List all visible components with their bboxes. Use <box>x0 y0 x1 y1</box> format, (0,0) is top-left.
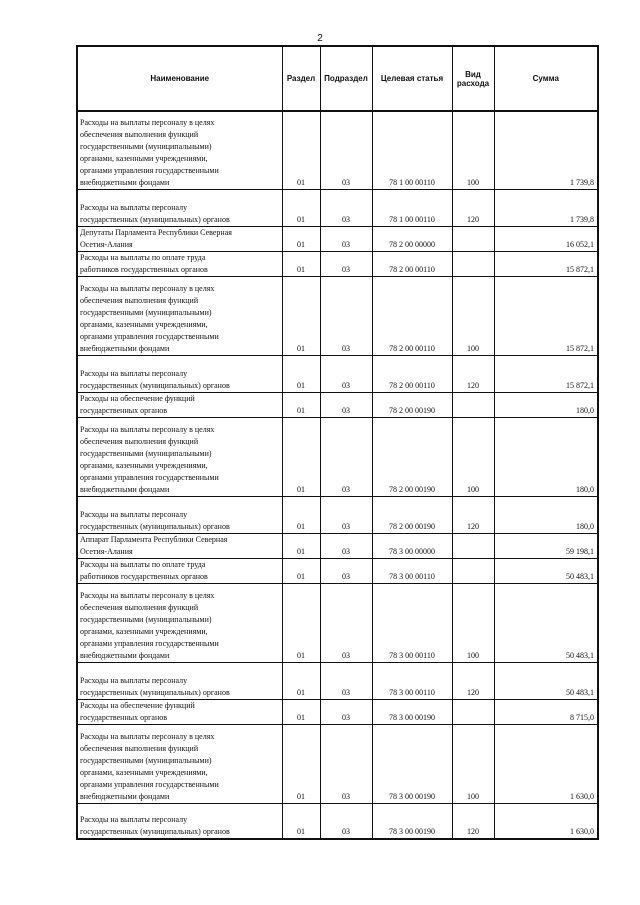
table-header-row <box>77 46 598 111</box>
row-vid-cell: 100 <box>452 724 494 803</box>
row-name-cell: Расходы на выплаты персоналу государственных (муниципальных) органов <box>77 355 282 392</box>
row-razdel-cell: 01 <box>282 276 320 355</box>
row-name-cell: Расходы на обеспечение функций государственных органов <box>77 392 282 417</box>
row-razdel-cell: 01 <box>282 662 320 699</box>
table-row <box>77 111 598 189</box>
row-podrazdel-cell: 03 <box>320 724 372 803</box>
row-podrazdel-cell: 03 <box>320 392 372 417</box>
row-razdel-cell: 01 <box>282 251 320 276</box>
row-celevaya-cell: 78 2 00 00190 <box>372 392 452 417</box>
row-razdel-cell: 01 <box>282 417 320 496</box>
table-row <box>77 803 598 839</box>
header-celevaya: Целевая статья <box>372 46 452 111</box>
header-vid: Вид расхода <box>452 46 494 111</box>
row-celevaya-cell: 78 2 00 00000 <box>372 226 452 251</box>
row-name-cell: Расходы на выплаты персоналу государственных (муниципальных) органов <box>77 189 282 226</box>
row-razdel-cell: 01 <box>282 111 320 189</box>
row-summa-cell: 180,0 <box>494 496 598 533</box>
row-celevaya-cell: 78 3 00 00110 <box>372 558 452 583</box>
page-number: 2 <box>317 33 323 44</box>
row-vid-cell <box>452 251 494 276</box>
row-razdel-cell: 01 <box>282 496 320 533</box>
row-summa-cell: 15 872,1 <box>494 355 598 392</box>
row-vid-cell: 120 <box>452 496 494 533</box>
row-vid-cell: 100 <box>452 276 494 355</box>
row-summa-cell: 8 715,0 <box>494 699 598 724</box>
table-row <box>77 417 598 496</box>
row-summa-cell: 59 198,1 <box>494 533 598 558</box>
row-vid-cell <box>452 699 494 724</box>
row-razdel-cell: 01 <box>282 699 320 724</box>
table-row <box>77 189 598 226</box>
row-podrazdel-cell: 03 <box>320 662 372 699</box>
row-podrazdel-cell: 03 <box>320 226 372 251</box>
row-name-cell: Расходы на обеспечение функций государственных органов <box>77 699 282 724</box>
row-vid-cell <box>452 226 494 251</box>
row-summa-cell: 15 872,1 <box>494 276 598 355</box>
row-podrazdel-cell: 03 <box>320 533 372 558</box>
table-row <box>77 699 598 724</box>
row-vid-cell: 100 <box>452 111 494 189</box>
row-podrazdel-cell: 03 <box>320 111 372 189</box>
row-name-cell: Расходы на выплаты персоналу государственных (муниципальных) органов <box>77 496 282 533</box>
row-podrazdel-cell: 03 <box>320 189 372 226</box>
row-razdel-cell: 01 <box>282 558 320 583</box>
row-name-cell: Депутаты Парламента Республики Северная Осетия-Алания <box>77 226 282 251</box>
row-vid-cell <box>452 533 494 558</box>
row-podrazdel-cell: 03 <box>320 803 372 839</box>
row-name-cell: Аппарат Парламента Республики Северная Осетия-Алания <box>77 533 282 558</box>
row-celevaya-cell: 78 3 00 00190 <box>372 699 452 724</box>
row-celevaya-cell: 78 3 00 00000 <box>372 533 452 558</box>
row-celevaya-cell: 78 3 00 00110 <box>372 662 452 699</box>
row-celevaya-cell: 78 1 00 00110 <box>372 111 452 189</box>
row-name-cell: Расходы на выплаты по оплате труда работников государственных органов <box>77 251 282 276</box>
row-name-cell: Расходы на выплаты персоналу в целях обеспечения выполнения функций государственными (муниципальными) органами, казенными учреждениями, органами управления государственными внебюджетными фондами <box>77 276 282 355</box>
row-celevaya-cell: 78 1 00 00110 <box>372 189 452 226</box>
row-summa-cell: 1 630,0 <box>494 724 598 803</box>
row-razdel-cell: 01 <box>282 226 320 251</box>
row-podrazdel-cell: 03 <box>320 251 372 276</box>
row-summa-cell: 16 052,1 <box>494 226 598 251</box>
header-summa: Сумма <box>494 46 598 111</box>
row-vid-cell <box>452 558 494 583</box>
row-razdel-cell: 01 <box>282 355 320 392</box>
row-podrazdel-cell: 03 <box>320 417 372 496</box>
row-name-cell: Расходы на выплаты персоналу государственных (муниципальных) органов <box>77 803 282 839</box>
table-row <box>77 251 598 276</box>
row-podrazdel-cell: 03 <box>320 276 372 355</box>
table-body <box>77 111 598 839</box>
row-summa-cell: 180,0 <box>494 417 598 496</box>
budget-table <box>76 45 599 840</box>
row-summa-cell: 1 630,0 <box>494 803 598 839</box>
row-podrazdel-cell: 03 <box>320 355 372 392</box>
row-summa-cell: 50 483,1 <box>494 583 598 662</box>
row-name-cell: Расходы на выплаты персоналу государственных (муниципальных) органов <box>77 662 282 699</box>
row-podrazdel-cell: 03 <box>320 699 372 724</box>
row-celevaya-cell: 78 3 00 00190 <box>372 724 452 803</box>
row-vid-cell: 100 <box>452 417 494 496</box>
row-podrazdel-cell: 03 <box>320 496 372 533</box>
table-row <box>77 583 598 662</box>
table-row <box>77 533 598 558</box>
row-summa-cell: 1 739,8 <box>494 111 598 189</box>
row-vid-cell <box>452 392 494 417</box>
row-razdel-cell: 01 <box>282 392 320 417</box>
table-row <box>77 662 598 699</box>
row-celevaya-cell: 78 3 00 00110 <box>372 583 452 662</box>
row-razdel-cell: 01 <box>282 803 320 839</box>
header-name: Наименование <box>77 46 282 111</box>
row-vid-cell: 120 <box>452 355 494 392</box>
table-row <box>77 276 598 355</box>
table-row <box>77 558 598 583</box>
table-row <box>77 226 598 251</box>
table-row <box>77 355 598 392</box>
row-razdel-cell: 01 <box>282 724 320 803</box>
row-summa-cell: 50 483,1 <box>494 662 598 699</box>
row-name-cell: Расходы на выплаты персоналу в целях обеспечения выполнения функций государственными (муниципальными) органами, казенными учреждениями, органами управления государственными внебюджетными фондами <box>77 417 282 496</box>
table-row <box>77 724 598 803</box>
row-celevaya-cell: 78 2 00 00190 <box>372 417 452 496</box>
row-summa-cell: 15 872,1 <box>494 251 598 276</box>
row-summa-cell: 50 483,1 <box>494 558 598 583</box>
row-vid-cell: 120 <box>452 662 494 699</box>
row-celevaya-cell: 78 2 00 00110 <box>372 251 452 276</box>
row-summa-cell: 180,0 <box>494 392 598 417</box>
row-podrazdel-cell: 03 <box>320 558 372 583</box>
header-podrazdel: Подраздел <box>320 46 372 111</box>
row-summa-cell: 1 739,8 <box>494 189 598 226</box>
row-celevaya-cell: 78 2 00 00110 <box>372 276 452 355</box>
row-celevaya-cell: 78 2 00 00190 <box>372 496 452 533</box>
row-celevaya-cell: 78 2 00 00110 <box>372 355 452 392</box>
row-celevaya-cell: 78 3 00 00190 <box>372 803 452 839</box>
row-razdel-cell: 01 <box>282 533 320 558</box>
row-name-cell: Расходы на выплаты персоналу в целях обеспечения выполнения функций государственными (муниципальными) органами, казенными учреждениями, органами управления государственными внебюджетными фондами <box>77 111 282 189</box>
row-name-cell: Расходы на выплаты персоналу в целях обеспечения выполнения функций государственными (муниципальными) органами, казенными учреждениями, органами управления государственными внебюджетными фондами <box>77 583 282 662</box>
row-name-cell: Расходы на выплаты по оплате труда работников государственных органов <box>77 558 282 583</box>
row-podrazdel-cell: 03 <box>320 583 372 662</box>
row-vid-cell: 100 <box>452 583 494 662</box>
header-razdel: Раздел <box>282 46 320 111</box>
table-row <box>77 496 598 533</box>
row-vid-cell: 120 <box>452 189 494 226</box>
row-vid-cell: 120 <box>452 803 494 839</box>
row-name-cell: Расходы на выплаты персоналу в целях обеспечения выполнения функций государственными (муниципальными) органами, казенными учреждениями, органами управления государственными внебюджетными фондами <box>77 724 282 803</box>
row-razdel-cell: 01 <box>282 189 320 226</box>
table-row <box>77 392 598 417</box>
row-razdel-cell: 01 <box>282 583 320 662</box>
